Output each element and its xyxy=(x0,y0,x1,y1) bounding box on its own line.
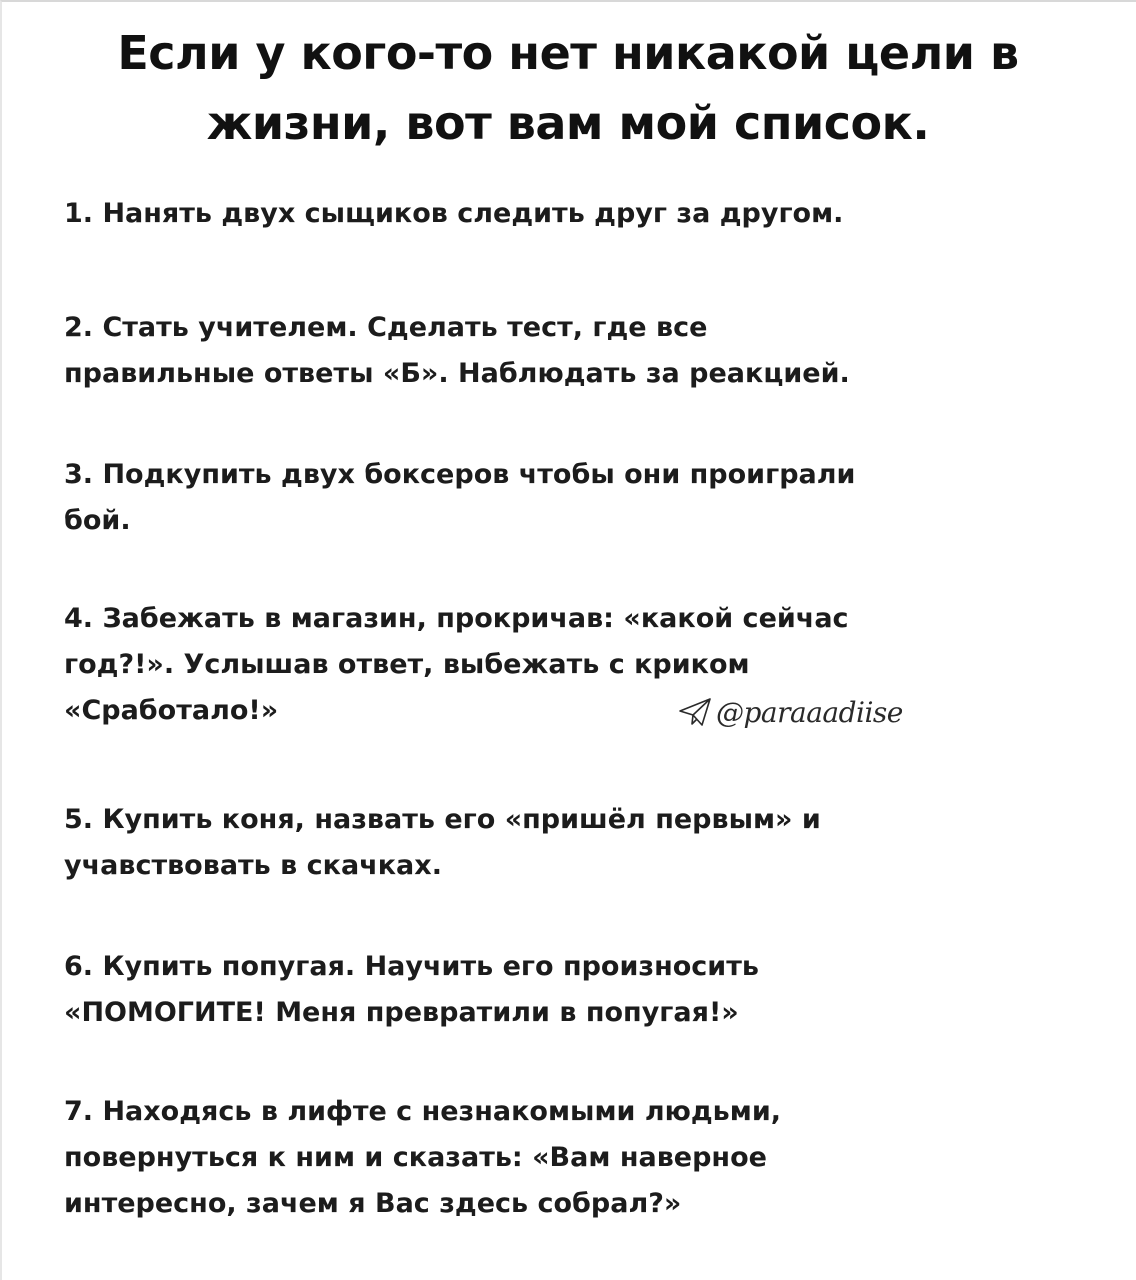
list-item-1 xyxy=(64,191,1074,237)
list-item-text: 4. Забежать в магазин, прокричав: «какой сейчас xyxy=(64,603,849,634)
list-item-text: «ПОМОГИТЕ! Меня превратили в попугая!» xyxy=(64,997,739,1028)
post-title xyxy=(40,18,1096,158)
list-item-text: 5. Купить коня, назвать его «пришёл первым» и xyxy=(64,804,821,835)
list-item-7 xyxy=(64,1089,1074,1227)
list-item-6 xyxy=(64,944,1074,1036)
list-item-text: 7. Находясь в лифте с незнакомыми людьми, xyxy=(64,1096,782,1127)
list-item-text: 2. Стать учителем. Сделать тест, где все xyxy=(64,312,708,343)
list-item-text: 3. Подкупить двух боксеров чтобы они проиграли xyxy=(64,459,856,490)
list-item-text: правильные ответы «Б». Наблюдать за реакцией. xyxy=(64,358,850,389)
list-item-text: 6. Купить попугая. Научить его произносить xyxy=(64,951,759,982)
list-item-5 xyxy=(64,797,1074,889)
title-line-1: Если у кого-то нет никакой цели в xyxy=(117,26,1019,80)
list-item-text: год?!». Услышав ответ, выбежать с криком xyxy=(64,649,750,680)
paper-plane-icon xyxy=(678,697,712,727)
list-item-2 xyxy=(64,305,1074,397)
list-item-text: 1. Нанять двух сыщиков следить друг за другом. xyxy=(64,198,844,229)
list-item-text: интересно, зачем я Вас здесь собрал?» xyxy=(64,1188,682,1219)
list-item-4 xyxy=(64,596,1074,734)
list-item-text: бой. xyxy=(64,505,131,536)
list-item-text: учавствовать в скачках. xyxy=(64,850,442,881)
list-item-text: повернуться к ним и сказать: «Вам наверное xyxy=(64,1142,767,1173)
watermark-handle: @paraaadiise xyxy=(716,695,903,729)
title-line-2: жизни, вот вам мой список. xyxy=(206,96,930,150)
list-item-text: «Сработало!» xyxy=(64,695,279,726)
list-item-3 xyxy=(64,452,1074,544)
watermark xyxy=(678,690,903,734)
